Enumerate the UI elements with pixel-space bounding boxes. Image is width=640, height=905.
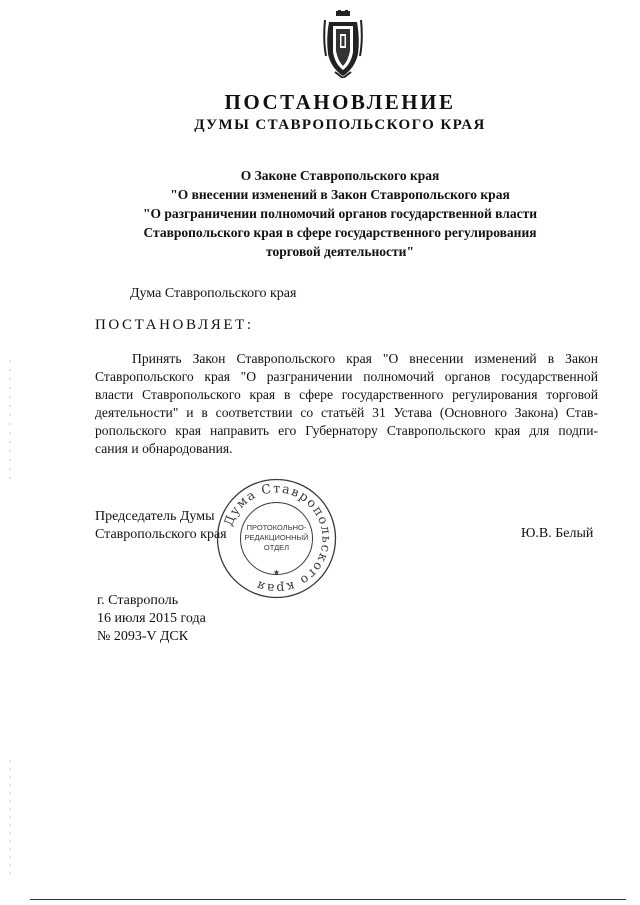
- resolves-heading: ПОСТАНОВЛЯЕТ:: [95, 317, 254, 333]
- body-line: Ставропольского края "О разграничении полномочий органов государственной: [95, 369, 598, 384]
- issuer-text: Дума Ставропольского края: [130, 286, 297, 301]
- scan-margin-marks: [9, 360, 11, 880]
- body-line: Принять Закон Ставропольского края "О внесении изменений в Закон: [132, 351, 598, 366]
- subject-line: Ставропольского края в сфере государственного регулирования: [143, 225, 537, 240]
- subject-line: "О внесении изменений в Закон Ставропольского края: [170, 187, 510, 202]
- document-subtitle: ДУМЫ СТАВРОПОЛЬСКОГО КРАЯ: [194, 117, 486, 133]
- signatory-position: [95, 508, 227, 544]
- stamp-center-line: РЕДАКЦИОННЫЙ: [244, 533, 309, 542]
- stamp-center-line: ОТДЕЛ: [263, 543, 290, 552]
- place-date-block: [97, 592, 206, 646]
- document-subject: [100, 166, 580, 261]
- subject-line: "О разграничении полномочий органов государственной власти: [142, 206, 538, 221]
- city-text: г. Ставрополь: [97, 593, 179, 608]
- document-title: ПОСТАНОВЛЕНИЕ: [224, 90, 456, 114]
- stamp-center-line: ПРОТОКОЛЬНО-: [246, 523, 307, 532]
- stamp-ring-text: Дума Ставропольского края: [220, 480, 335, 597]
- body-line: ропольского края направить его Губернатору Ставропольского края для подпи-: [95, 423, 598, 438]
- body-line: деятельности" и в соответствии со статьёй 31 Устава (Основного Закона) Став-: [95, 405, 598, 420]
- position-line: Председатель Думы: [95, 509, 215, 524]
- coat-of-arms-emblem: [323, 10, 363, 78]
- stamp-star-icon: ★: [272, 568, 281, 577]
- position-line: Ставропольского края: [95, 527, 227, 542]
- date-text: 16 июля 2015 года: [97, 611, 206, 626]
- body-line: власти Ставропольского края в сфере государственного регулирования торговой: [95, 387, 598, 402]
- resolution-body: [95, 350, 598, 458]
- body-line: сания и обнародования.: [95, 441, 233, 456]
- signatory-name: Ю.В. Белый: [521, 526, 594, 541]
- document-number: № 2093-V ДСК: [97, 629, 189, 644]
- official-stamp: [214, 476, 339, 601]
- bottom-rule: [30, 899, 626, 900]
- subject-line: О Законе Ставропольского края: [240, 168, 440, 183]
- subject-line: торговой деятельности": [266, 244, 414, 259]
